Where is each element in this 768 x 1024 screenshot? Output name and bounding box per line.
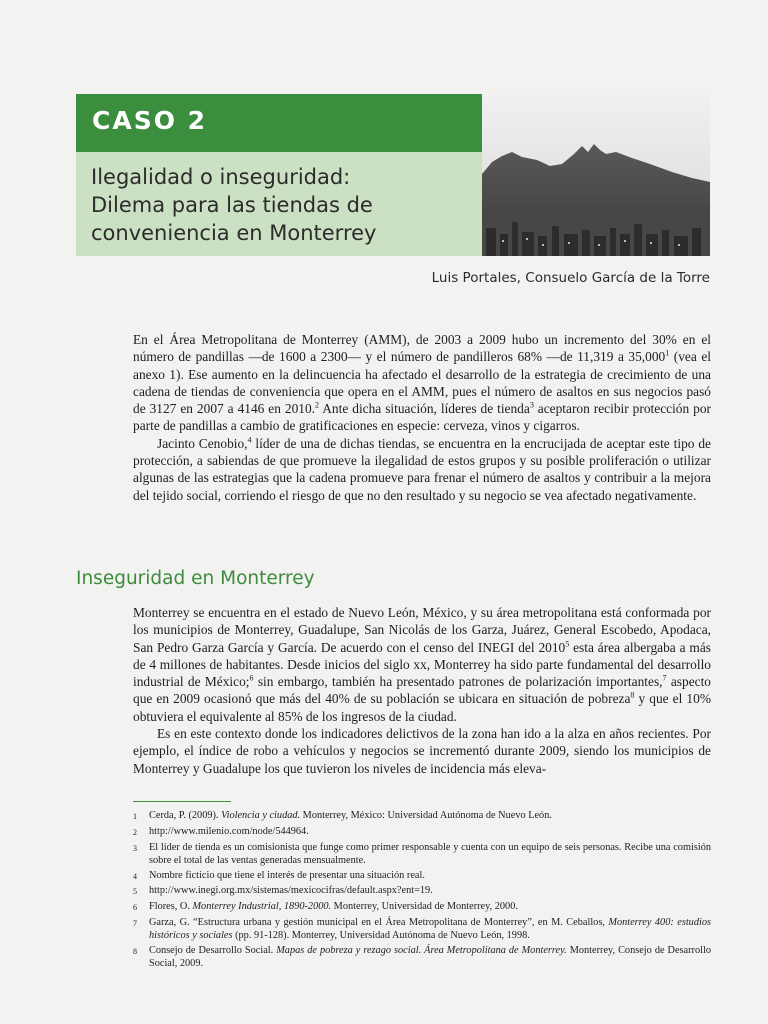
text-run: (pp. 91-128). Monterrey, Universidad Autónoma de Nuevo León, 1998. — [232, 930, 530, 942]
footnote — [133, 825, 711, 839]
case-label-bar — [76, 94, 482, 152]
case-title-box — [76, 152, 482, 256]
case-title-line: Dilema para las tiendas de — [91, 193, 373, 217]
text-run: Monterrey, México: Universidad Autónoma de Nuevo León. — [300, 810, 552, 821]
case-label: CASO 2 — [92, 106, 208, 135]
footnote-number: 4 — [133, 871, 137, 881]
text-run: Jacinto Cenobio, — [157, 435, 248, 451]
monterrey-mountain-photo — [482, 94, 710, 256]
text-run: (vea el anexo 1). Ese aumento en la delincuencia ha afectado el desarrollo de la estrategia de crecimiento de una cadena de tiendas de conveniencia que opera en el AMM, pues el número de asaltos en sus negocios pasó de 3127 en 2007 a 4146 en 2010. — [133, 349, 711, 417]
footnote-text — [149, 825, 711, 839]
footnote-number: 5 — [133, 887, 137, 897]
footnote-text — [149, 916, 711, 942]
intro-text — [133, 331, 711, 504]
footnote-text — [149, 944, 711, 970]
text-run: Monterrey 400: estudios históricos y sociales — [149, 916, 711, 942]
text-run: Flores, O. — [149, 901, 193, 913]
footnote-ref: 5 — [565, 639, 570, 649]
text-run: Cerda, P. (2009). — [149, 810, 222, 821]
footnote-ref: 8 — [630, 691, 635, 701]
footnote — [133, 884, 711, 898]
footnote — [133, 869, 711, 883]
footnote-text — [149, 900, 711, 914]
text-run: Violencia y ciudad. — [221, 810, 301, 821]
case-title — [91, 163, 476, 247]
text-run: http://www.inegi.org.mx/sistemas/mexicocifras/default.aspx?ent=19. — [149, 885, 433, 897]
footnote-text — [149, 884, 711, 898]
text-run: Ante dicha situación, líderes de tienda — [319, 401, 530, 417]
footnote-number: 7 — [133, 918, 137, 928]
text-run: y que el 10% obtuviera el equivalente al 85% de los ingresos de la ciudad. — [133, 691, 711, 724]
text-run: Mapas de pobreza y rezago social. Área Metropolitana de Monterrey. — [276, 944, 567, 956]
footnote-ref: 1 — [665, 348, 670, 358]
footnote-number: 6 — [133, 903, 137, 913]
case-title-line: conveniencia en Monterrey — [91, 221, 377, 245]
text-run: sin embargo, también ha presentado patrones de polarización importantes, — [253, 674, 663, 690]
footnote-ref: 6 — [249, 673, 254, 683]
footnote-divider — [133, 801, 231, 802]
text-run: Monterrey, Universidad de Monterrey, 2000. — [331, 901, 518, 913]
footnote-ref: 4 — [247, 435, 252, 445]
footnote-text — [149, 841, 711, 867]
footnote — [133, 900, 711, 914]
text-run: Monterrey, Consejo de Desarrollo Social, 2009. — [149, 944, 711, 970]
footnote-number: 2 — [133, 827, 137, 837]
text-run: Monterrey se encuentra en el estado de Nuevo León, México, y su área metropolitana está conformada por los municipios de Monterrey, Guadalupe, San Nicolás de los Garza, Juárez, General Escobedo, Apodaca, San Pedro Garza García y García. De acuerdo con el censo del INEGI del 2010 — [133, 605, 711, 655]
footnote — [133, 809, 711, 823]
text-run: aceptaron recibir protección por parte de pandillas a cambio de gratificaciones en especie: cerveza, vinos y cigarros. — [133, 401, 711, 434]
footnote-ref: 2 — [315, 400, 320, 410]
footnote — [133, 944, 711, 970]
text-run: líder de una de dichas tiendas, se encuentra en la encrucijada de aceptar este tipo de protección, a sabiendas de que promueve la ilegalidad de estos grupos y su posible proliferación o utilizar algunas de las estrategias que la cadena promueve para frenar el número de asaltos y contribuir a la mejora del tejido social, corriendo el riesgo de que no den resultado y su negocio se vea afectado negativamente. — [133, 435, 711, 503]
paragraph — [133, 604, 711, 725]
section-body — [133, 604, 711, 777]
text-run: Consejo de Desarrollo Social. — [149, 944, 277, 956]
footnote-number: 3 — [133, 843, 137, 853]
text-run: esta área albergaba a más de 4 millones de habitantes. Desde inicios del siglo xx, Monterrey ha sido parte fundamental del desarrollo industrial de México; — [133, 639, 711, 690]
text-run: Nombre ficticio que tiene el interés de presentar una situación real. — [149, 869, 425, 881]
footnote-text — [149, 809, 711, 823]
mountain-skyline-image — [482, 94, 710, 256]
case-title-line: Ilegalidad o inseguridad: — [91, 165, 351, 189]
text-run: Monterrey Industrial, 1890-2000. — [192, 901, 332, 913]
section-heading: Inseguridad en Monterrey — [76, 568, 315, 589]
text-run: El líder de tienda es un comisionista que funge como primer responsable y cuenta con un equipo de seis personas. Recibe una comisión sobre el total de las ventas generadas mensualmente. — [149, 841, 711, 866]
footnote-number: 1 — [133, 812, 137, 821]
authors: Luis Portales, Consuelo García de la Torre — [431, 270, 710, 286]
paragraph: Es en este contexto donde los indicadores delictivos de la zona han ido a la alza en años recientes. Por ejemplo, el índice de robo a vehículos y negocios se incrementó durante 2009, siendo los municipios de Monterrey y Guadalupe los que tuvieron los niveles de incidencia más eleva- — [133, 726, 711, 776]
text-run: aspecto que en 2009 ocasionó que más del 40% de su población se ubicara en situación de pobreza — [133, 674, 712, 707]
footnote-number: 8 — [133, 946, 137, 956]
case-header — [76, 94, 710, 256]
footnote-text — [149, 869, 711, 883]
footnote — [133, 916, 711, 942]
text-run: Garza, G. “Estructura urbana y gestión municipal en el Área Metropolitana de Monterrey”, en M. Ceballos, — [149, 916, 609, 928]
footnote — [133, 841, 711, 867]
footnote-ref: 3 — [529, 400, 534, 410]
footnotes — [133, 809, 711, 972]
paragraph — [133, 435, 711, 504]
footnote-ref: 7 — [662, 673, 667, 683]
text-run: http://www.milenio.com/node/544964. — [149, 825, 309, 837]
paragraph — [133, 331, 711, 435]
text-run: En el Área Metropolitana de Monterrey (AMM), de 2003 a 2009 hubo un incremento del 30% en el número de pandillas —de 1600 a 2300— y el número de pandilleros 68% —de 11,319 a 35,000 — [133, 332, 711, 365]
